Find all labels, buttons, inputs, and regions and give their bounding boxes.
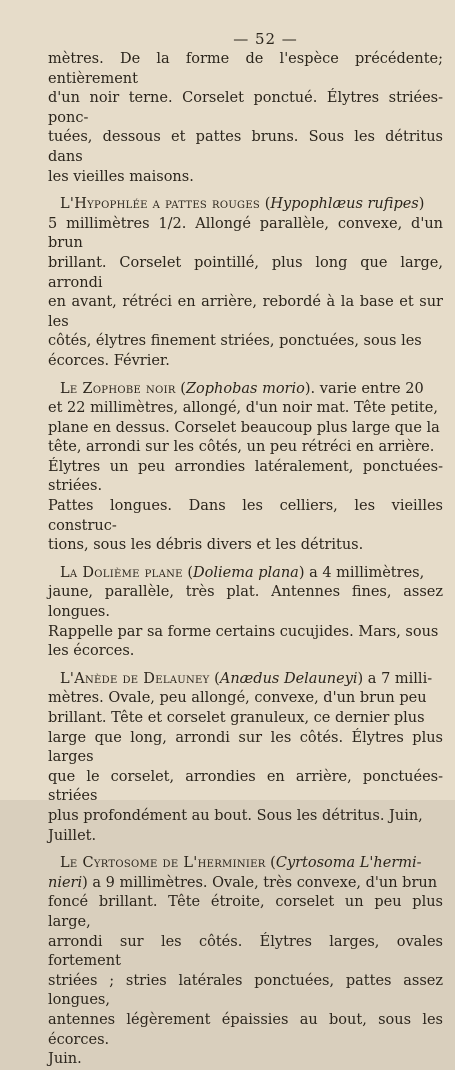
entry-heading-line: La Dolième plane (Doliema plana) a 4 millimètres, [60, 564, 425, 581]
text-line: arrondi sur les côtés. Élytres larges, ovales fortement [48, 933, 443, 970]
paragraph-dolieme [48, 564, 443, 662]
species-common-name: La Dolième plane [60, 564, 183, 581]
text-line: plus profondément au bout. Sous les détritus. Juin, [48, 807, 423, 824]
entry-heading-line: L'Hypophlée a pattes rouges (Hypophlæus rufipes) [60, 196, 425, 213]
heading-line-rest: a 7 milli- [363, 670, 433, 687]
heading-line-rest: a 4 millimètres, [304, 564, 425, 581]
text-line: écorces. Février. [48, 352, 170, 369]
species-latin-name-continued: nieri [48, 874, 83, 891]
paragraph-zophobe [48, 380, 443, 556]
text-line: plane en dessus. Corselet beaucoup plus large que la [48, 419, 440, 436]
text-line: les vieilles maisons. [48, 168, 194, 185]
species-common-name: L'Hypophlée a pattes rouges [60, 196, 261, 213]
heading-line-rest: . varie entre 20 [310, 380, 424, 397]
text-line: brillant. Corselet pointillé, plus long que large, arrondi [48, 254, 443, 291]
species-latin-name: Doliema plana [193, 564, 299, 581]
text-line: Juillet. [48, 827, 97, 844]
text-line: large que long, arrondi sur les côtés. Élytres plus larges [48, 729, 443, 766]
text-line: Rappelle par sa forme certains cucujides. Mars, sous [48, 623, 439, 640]
text-line: d'un noir terne. Corselet ponctué. Élytres striées-ponc- [48, 90, 443, 126]
entry-heading-line: Le Cyrtosome de L'herminier (Cyrtosoma L'hermi- [60, 855, 422, 872]
text-line: striées ; stries latérales ponctuées, pattes assez longues, [48, 972, 443, 1009]
text-line: Juin. [48, 1051, 82, 1068]
text-line: les écorces. [48, 643, 135, 660]
species-common-name: Le Zophobe noir [60, 380, 176, 397]
text-line: tions, sous les débris divers et les détritus. [48, 537, 364, 554]
text-line: Élytres un peu arrondies latéralement, ponctuées-striées. [48, 458, 443, 495]
text-line: foncé brillant. Tête étroite, corselet un peu plus large, [48, 894, 443, 930]
entry-heading-line: L'Anède de Delauney (Anædus Delauneyi) a 7 milli- [60, 670, 433, 687]
species-common-name: Le Cyrtosome de L'herminier [60, 855, 266, 872]
text-line: tuées, dessous et pattes bruns. Sous les détritus dans [48, 129, 443, 165]
text-line: en avant, rétréci en arrière, rebordé à la base et sur les [48, 294, 443, 330]
text-line: mètres. De la forme de l'espèce précédente; entièrement [48, 51, 443, 87]
paragraph-anede [48, 670, 443, 846]
entry-heading-line: Le Zophobe noir (Zophobas morio). varie entre 20 [60, 380, 424, 397]
species-latin-name: Zophobas morio [185, 380, 305, 397]
text-line: tête, arrondi sur les côtés, un peu rétréci en arrière. [48, 439, 435, 456]
text-line: 5 millimètres 1/2. Allongé parallèle, convexe, d'un brun [48, 215, 443, 252]
text-line: Pattes longues. Dans les celliers, les vieilles construc- [48, 498, 443, 534]
text-line: côtés, élytres finement striées, ponctuées, sous les [48, 333, 422, 350]
species-latin-name: Anædus Delauneyi [219, 670, 358, 687]
text-line: antennes légèrement épaissies au bout, sous les écorces. [48, 1011, 443, 1048]
paragraph-cyrtosome [48, 854, 443, 1070]
text-line: mètres. Ovale, peu allongé, convexe, d'un brun peu [48, 690, 427, 707]
paragraph-continuation [48, 50, 443, 187]
text-line: que le corselet, arrondies en arrière, ponctuées-striées [48, 768, 443, 805]
species-latin-name: Cyrtosoma L'hermi- [275, 855, 422, 872]
page-number: — 52 — [233, 30, 298, 48]
species-common-name: L'Anède de Delauney [60, 670, 210, 687]
text-line: et 22 millimètres, allongé, d'un noir mat. Tête petite, [48, 400, 438, 417]
text-line: nieri) a 9 millimètres. Ovale, très convexe, d'un brun [48, 874, 438, 891]
heading-line-rest: a 9 millimètres. Ovale, très convexe, d'un brun [87, 874, 438, 891]
text-line: brillant. Tête et corselet granuleux, ce dernier plus [48, 710, 425, 726]
paragraph-hypophlee [48, 195, 443, 371]
text-line: jaune, parallèle, très plat. Antennes fines, assez longues. [48, 584, 443, 621]
species-latin-name: Hypophlæus rufipes [270, 196, 419, 213]
